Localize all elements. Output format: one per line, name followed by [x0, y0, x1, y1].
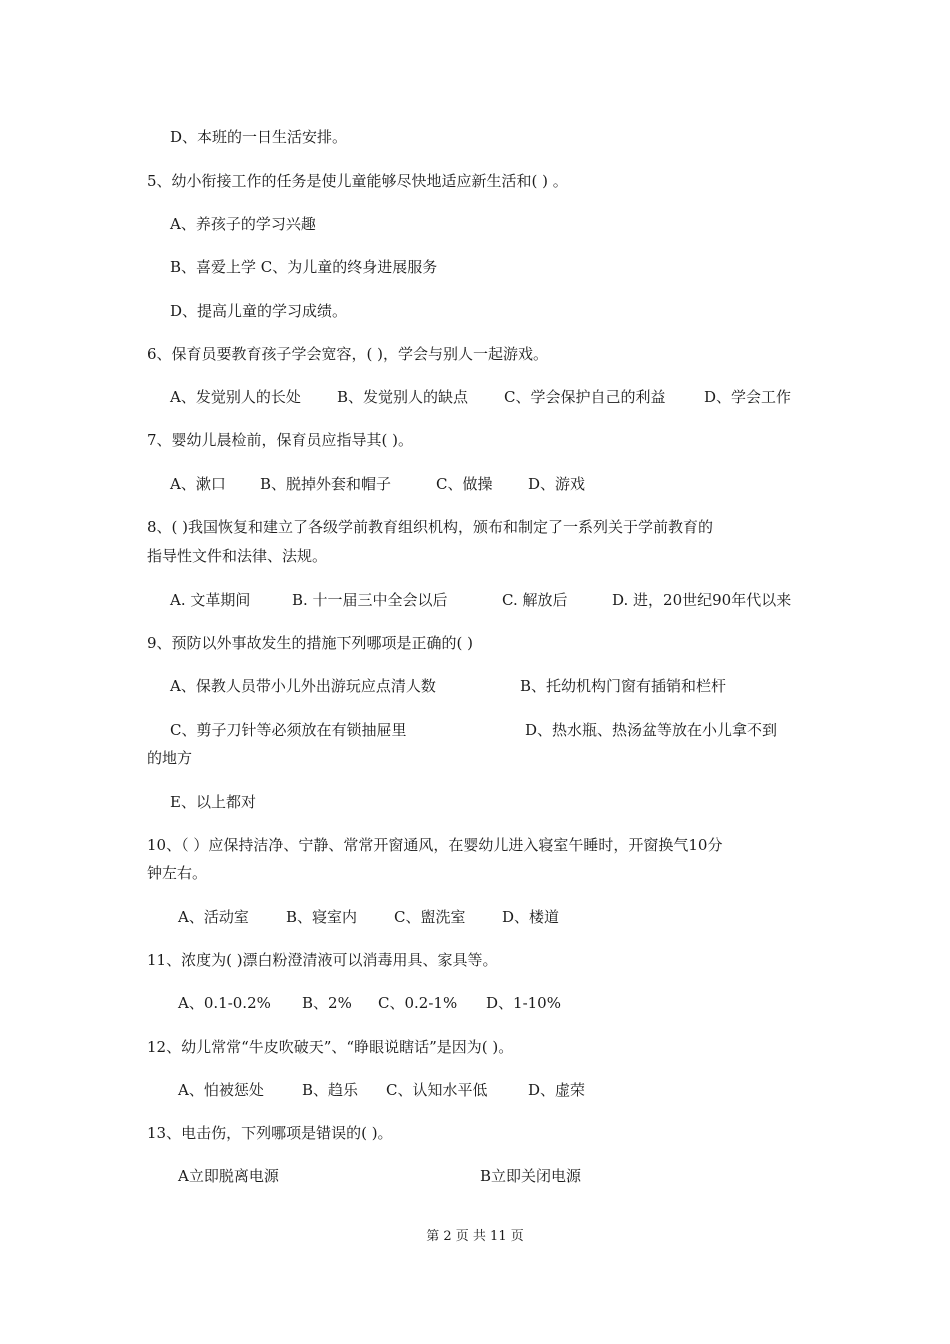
- q11-option-c: C、0.2-1%: [378, 994, 458, 1012]
- q7-option-a: A、漱口: [170, 475, 226, 493]
- q8-option-d: D. 进，20世纪90年代以来: [612, 591, 792, 609]
- q7-option-b: B、脱掉外套和帽子: [260, 475, 392, 493]
- q8-option-b: B. 十一届三中全会以后: [292, 591, 448, 609]
- question-6: 6、保育员要教育孩子学会宽容，( )，学会与别人一起游戏。: [147, 345, 549, 363]
- question-5: 5、幼小衔接工作的任务是使儿童能够尽快地适应新生活和( ) 。: [147, 172, 568, 190]
- q9-option-e: E、以上都对: [170, 793, 256, 811]
- q7-option-d: D、游戏: [528, 475, 586, 493]
- q6-option-a: A、发觉别人的长处: [170, 388, 301, 406]
- page-footer: 第 2 页 共 11 页: [426, 1229, 524, 1244]
- q8-option-a: A. 文革期间: [170, 591, 251, 609]
- q9-option-d-cont: 的地方: [147, 749, 193, 767]
- q10-option-d: D、楼道: [502, 908, 560, 926]
- question-12: 12、幼儿常常“牛皮吹破天”、“睁眼说瞎话”是因为( )。: [147, 1038, 514, 1056]
- question-9: 9、预防以外事故发生的措施下列哪项是正确的( ): [147, 634, 474, 652]
- q5-option-d: D、提高儿童的学习成绩。: [170, 302, 348, 320]
- q12-option-b: B、趋乐: [302, 1081, 359, 1099]
- q6-option-c: C、学会保护自己的利益: [504, 388, 666, 406]
- q9-option-c: C、剪子刀针等必须放在有锁抽屉里: [170, 721, 407, 739]
- q9-option-a: A、保教人员带小儿外出游玩应点清人数: [170, 677, 436, 695]
- q10-option-c: C、盥洗室: [394, 908, 466, 926]
- question-8: 8、( )我国恢复和建立了各级学前教育组织机构，颁布和制定了一系列关于学前教育的: [147, 518, 714, 536]
- q5-option-bc: B、喜爱上学 C、为儿童的终身进展服务: [170, 258, 438, 276]
- question-11: 11、浓度为( )漂白粉澄清液可以消毒用具、家具等。: [147, 951, 498, 969]
- q9-option-b: B、托幼机构门窗有插销和栏杆: [520, 677, 727, 695]
- q11-option-d: D、1-10%: [486, 994, 561, 1012]
- q10-option-b: B、寝室内: [286, 908, 358, 926]
- q12-option-c: C、认知水平低: [386, 1081, 488, 1099]
- q11-option-a: A、0.1-0.2%: [178, 994, 271, 1012]
- q12-option-d: D、虚荣: [528, 1081, 586, 1099]
- q9-option-d: D、热水瓶、热汤盆等放在小儿拿不到: [525, 721, 778, 739]
- question-10: 10、（ ）应保持洁净、宁静、常常开窗通风，在婴幼儿进入寝室午睡时，开窗换气10分: [147, 836, 723, 854]
- q10-option-a: A、活动室: [178, 908, 249, 926]
- q7-option-c: C、做操: [436, 475, 493, 493]
- q13-option-b: B立即关闭电源: [480, 1167, 582, 1185]
- question-7: 7、婴幼儿晨检前，保育员应指导其( )。: [147, 431, 414, 449]
- q8-option-c: C. 解放后: [502, 591, 568, 609]
- q5-option-a: A、养孩子的学习兴趣: [170, 215, 316, 233]
- question-8-cont: 指导性文件和法律、法规。: [147, 547, 328, 565]
- q6-option-b: B、发觉别人的缺点: [337, 388, 469, 406]
- q6-option-d: D、学会工作: [704, 388, 792, 406]
- q12-option-a: A、怕被惩处: [178, 1081, 264, 1099]
- q4-option-d: D、本班的一日生活安排。: [170, 128, 348, 146]
- q11-option-b: B、2%: [302, 994, 352, 1012]
- question-10-cont: 钟左右。: [147, 864, 208, 882]
- q13-option-a: A立即脱离电源: [178, 1167, 279, 1185]
- question-13: 13、电击伤，下列哪项是错误的( )。: [147, 1124, 393, 1142]
